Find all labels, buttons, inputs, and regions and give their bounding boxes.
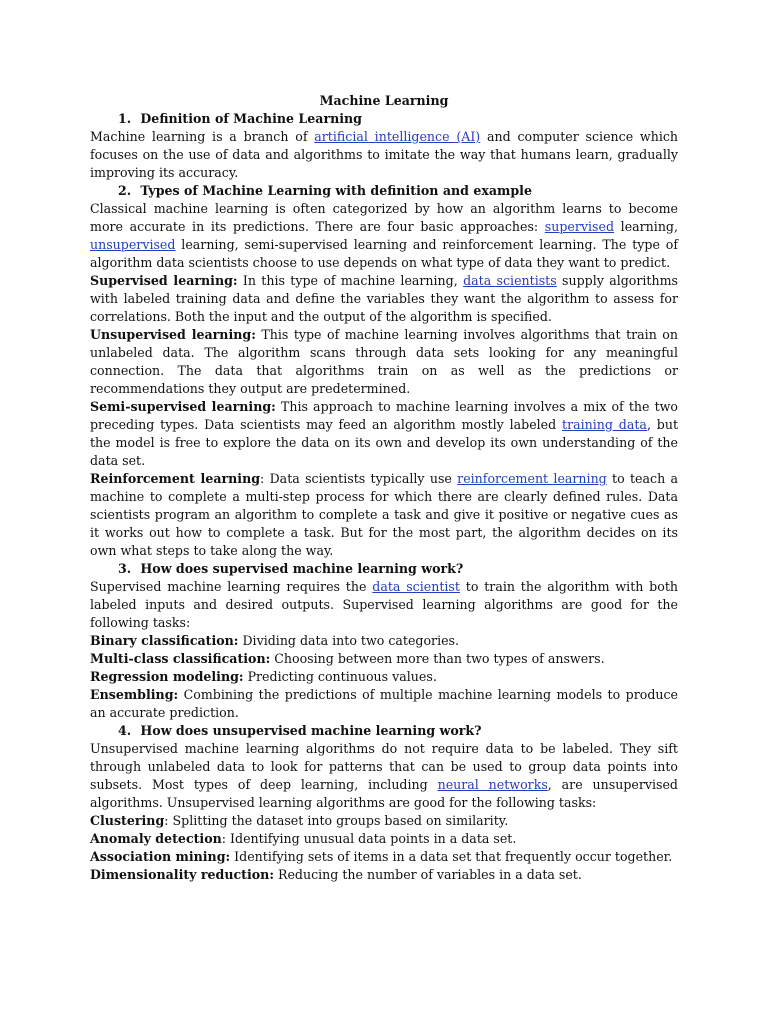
- text: learning, semi-supervised learning and reinforcement learning. The type of algorithm data scientists choose to use depends on what type of data they want to predict.: [90, 237, 678, 270]
- text: : Identifying unusual data points in a data set.: [221, 831, 517, 846]
- section-number: 2.: [118, 183, 132, 198]
- text: Combining the predictions of multiple machine learning models to produce an accurate prediction.: [90, 687, 678, 720]
- term: Binary classification:: [90, 633, 239, 648]
- paragraph-unsupervised: [90, 326, 678, 398]
- text: to train the algorithm with both labeled inputs and desired outputs. Supervised learning algorithms are good for the following tasks:: [90, 579, 679, 630]
- section-number: 1.: [118, 111, 132, 126]
- list-item: [90, 686, 678, 722]
- link-supervised[interactable]: supervised: [544, 219, 615, 234]
- term: Dimensionality reduction:: [90, 867, 274, 882]
- text: Reducing the number of variables in a data set.: [273, 867, 582, 882]
- term: Unsupervised learning:: [90, 327, 256, 342]
- term: Association mining:: [90, 849, 231, 864]
- text: Dividing data into two categories.: [238, 633, 460, 648]
- list-item: [90, 830, 678, 848]
- paragraph-supervised: [90, 272, 678, 326]
- text: Machine learning is a branch of: [90, 129, 315, 144]
- term: Anomaly detection: [90, 831, 222, 846]
- list-item: [90, 812, 678, 830]
- text: : Splitting the dataset into groups based on similarity.: [164, 813, 509, 828]
- text: Choosing between more than two types of answers.: [270, 651, 605, 666]
- link-training-data[interactable]: training data: [562, 417, 647, 432]
- text: , are unsupervised algorithms. Unsupervised learning algorithms are good for the following tasks:: [90, 777, 678, 810]
- text: : Data scientists typically use: [260, 471, 458, 486]
- text: Identifying sets of items in a data set that frequently occur together.: [230, 849, 673, 864]
- section-title: Definition of Machine Learning: [140, 111, 362, 126]
- text: and computer science which focuses on the use of data and algorithms to imitate the way that humans learn, gradually improving its accuracy.: [90, 129, 679, 180]
- section-title: Types of Machine Learning with definition and example: [140, 183, 532, 198]
- link-neural-networks[interactable]: neural networks: [437, 777, 548, 792]
- term: Clustering: [90, 813, 165, 828]
- text: supply algorithms with labeled training data and define the variables they want the algorithm to assess for correlations. Both the input and the output of the algorithm is specified.: [90, 273, 679, 324]
- text: Supervised machine learning requires the: [90, 579, 373, 594]
- section-number: 4.: [118, 723, 132, 738]
- link-reinforcement-learning[interactable]: reinforcement learning: [457, 471, 607, 486]
- paragraph-reinforcement: [90, 470, 678, 560]
- term: Supervised learning:: [90, 273, 238, 288]
- paragraph-semi-supervised: [90, 398, 678, 470]
- text: This approach to machine learning involves a mix of the two preceding types. Data scientists may feed an algorithm mostly labeled: [90, 399, 678, 432]
- section-heading-types: [90, 182, 678, 200]
- text: In this type of machine learning,: [237, 273, 464, 288]
- list-item: [90, 866, 678, 884]
- term: Multi-class classification:: [90, 651, 271, 666]
- section-number: 3.: [118, 561, 132, 576]
- text: Classical machine learning is often categorized by how an algorithm learns to become more accurate in its predictions. There are four basic approaches:: [90, 201, 678, 234]
- list-item: [90, 632, 678, 650]
- list-item: [90, 848, 678, 866]
- text: , but the model is free to explore the data on its own and develop its own understanding of the data set.: [90, 417, 679, 468]
- link-data-scientists[interactable]: data scientists: [463, 273, 557, 288]
- section-heading-unsupervised-work: [90, 722, 678, 740]
- paragraph: [90, 578, 678, 632]
- link-data-scientist[interactable]: data scientist: [372, 579, 460, 594]
- section-heading-supervised-work: [90, 560, 678, 578]
- paragraph: [90, 128, 678, 182]
- term: Regression modeling:: [90, 669, 244, 684]
- text: to teach a machine to complete a multi-step process for which there are clearly defined rules. Data scientists program an algorithm to complete a task and give it positive or negative cues as it works out how to complete a task. But for the most part, the algorithm decides on its own what steps to take along the way.: [90, 471, 678, 558]
- term: Reinforcement learning: [90, 471, 261, 486]
- section-title: How does supervised machine learning work?: [140, 561, 464, 576]
- page-title: Machine Learning: [319, 93, 449, 108]
- text: Unsupervised machine learning algorithms do not require data to be labeled. They sift through unlabeled data to look for patterns that can be used to group data points into subsets. Most types of deep learning, including: [90, 741, 678, 792]
- text: This type of machine learning involves algorithms that train on unlabeled data. The algorithm scans through data sets looking for any meaningful connection. The data that algorithms train on as well as the predictions or recommendations they output are predetermined.: [90, 327, 678, 396]
- text: learning,: [614, 219, 678, 234]
- term: Ensembling:: [90, 687, 179, 702]
- section-title: How does unsupervised machine learning work?: [140, 723, 482, 738]
- term: Semi-supervised learning:: [90, 399, 276, 414]
- list-item: [90, 650, 678, 668]
- paragraph: [90, 200, 678, 272]
- link-unsupervised[interactable]: unsupervised: [90, 237, 176, 252]
- paragraph: [90, 740, 678, 812]
- text: Predicting continuous values.: [243, 669, 437, 684]
- list-item: [90, 668, 678, 686]
- link-artificial-intelligence[interactable]: artificial intelligence (AI): [314, 129, 481, 144]
- section-heading-definition: [90, 110, 678, 128]
